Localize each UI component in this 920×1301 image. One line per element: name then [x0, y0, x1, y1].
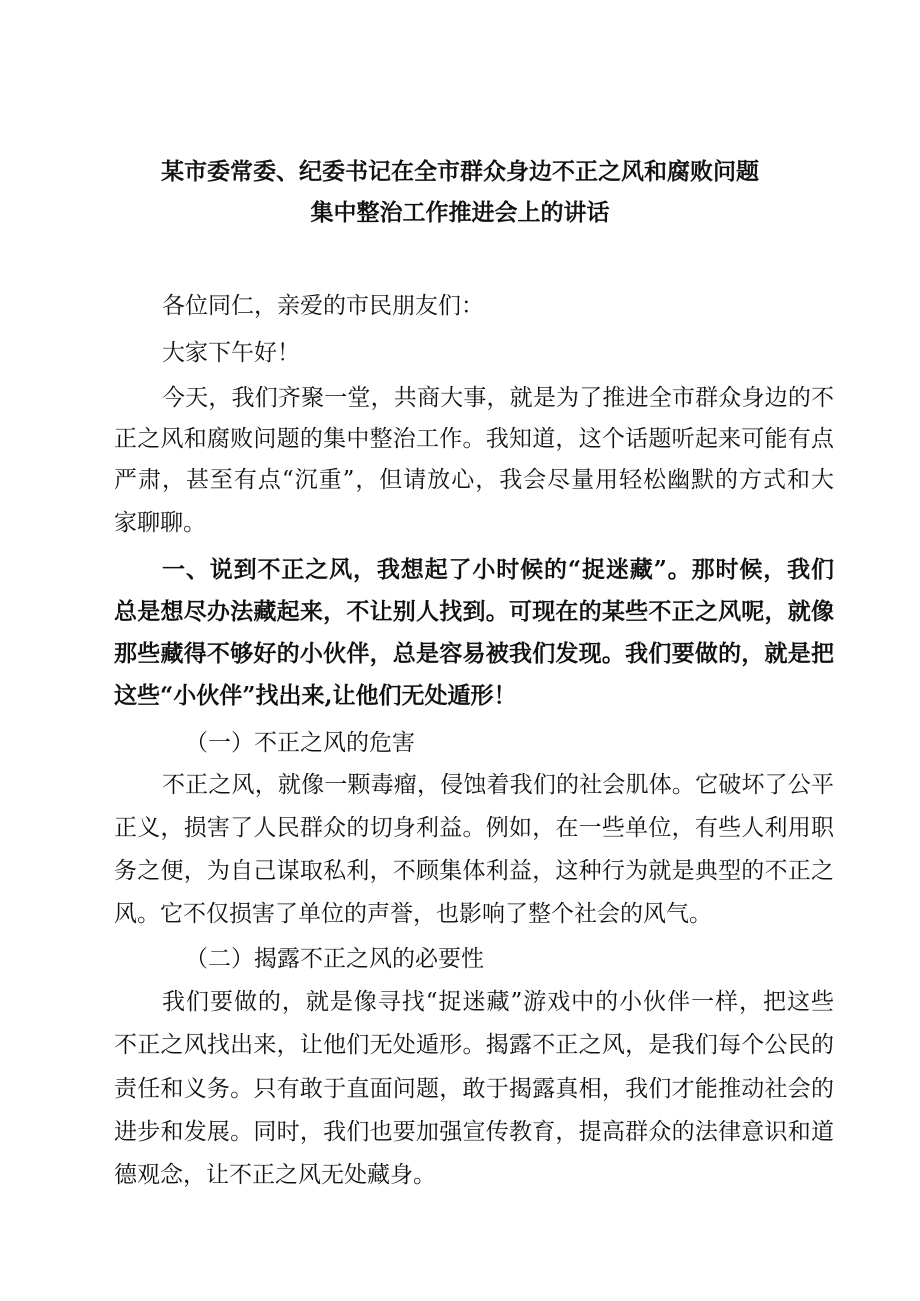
- intro-line: 严肃，甚至有点“沉重”，但请放心，我会尽量用轻松幽默的方式和大: [114, 467, 834, 493]
- greeting: 大家下午好！: [162, 340, 300, 366]
- intro-line: 正之风和腐败问题的集中整治工作。我知道，这个话题听起来可能有点: [114, 426, 834, 452]
- subsection-1-line: 正义，损害了人民群众的切身利益。例如，在一些单位，有些人利用职: [114, 815, 834, 841]
- subsection-1-line: 不正之风，就像一颗毒瘤，侵蚀着我们的社会肌体。它破坏了公平: [162, 772, 834, 798]
- subsection-1-heading: （一）不正之风的危害: [185, 730, 415, 756]
- subsection-2-line: 责任和义务。只有敢于直面问题，敢于揭露真相，我们才能推动社会的: [114, 1076, 834, 1102]
- subsection-1-line: 风。它不仅损害了单位的声誉，也影响了整个社会的风气。: [114, 901, 712, 927]
- document-title-line-2: 集中整治工作推进会上的讲话: [310, 199, 610, 226]
- section1-line: 一、说到不正之风，我想起了小时候的“捉迷藏”。那时候，我们: [162, 556, 834, 583]
- intro-line: 今天，我们齐聚一堂，共商大事，就是为了推进全市群众身边的不: [162, 385, 834, 411]
- subsection-2-heading: （二）揭露不正之风的必要性: [185, 946, 484, 972]
- subsection-2-line: 德观念，让不正之风无处藏身。: [114, 1162, 436, 1188]
- subsection-2-line: 我们要做的，就是像寻找“捉迷藏”游戏中的小伙伴一样，把这些: [162, 989, 834, 1015]
- intro-line: 家聊聊。: [114, 510, 206, 536]
- section1-line: 总是想尽办法藏起来，不让别人找到。可现在的某些不正之风呢，就像: [114, 598, 834, 625]
- section1-line: 这些“小伙伴”找出来,让他们无处遁形！: [114, 682, 517, 709]
- section1-line: 那些藏得不够好的小伙伴，总是容易被我们发现。我们要做的，就是把: [114, 640, 834, 667]
- salutation: 各位同仁，亲爱的市民朋友们：: [162, 293, 484, 319]
- document-title-line-1: 某市委常委、纪委书记在全市群众身边不正之风和腐败问题: [161, 158, 759, 185]
- subsection-2-line: 进步和发展。同时，我们也要加强宣传教育，提高群众的法律意识和道: [114, 1119, 834, 1145]
- subsection-2-line: 不正之风找出来，让他们无处遁形。揭露不正之风，是我们每个公民的: [114, 1032, 834, 1058]
- subsection-1-line: 务之便，为自己谋取私利，不顾集体利益，这种行为就是典型的不正之: [114, 858, 834, 884]
